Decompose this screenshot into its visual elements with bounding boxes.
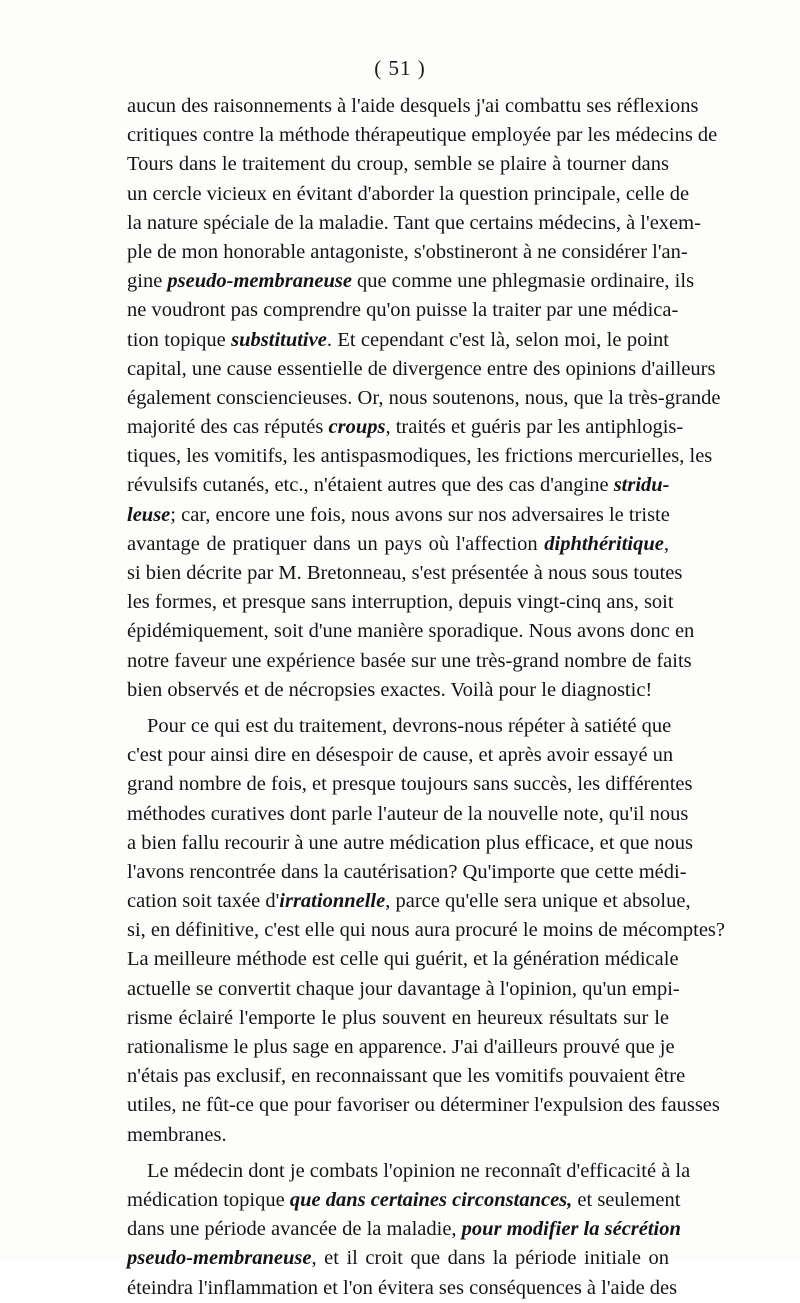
text-line [127, 209, 701, 238]
text-line [127, 413, 684, 442]
text-line [127, 800, 689, 829]
text-run: La meilleure méthode est celle qui guérit, et la génération médicale [127, 948, 679, 971]
page-number: ( 51 ) [374, 56, 426, 80]
text-line [127, 150, 669, 179]
text-line [127, 355, 716, 384]
text-line [127, 588, 674, 617]
text-line [127, 975, 680, 1004]
text-run: dans une période avancée de la maladie, [127, 1218, 462, 1241]
text-line [127, 121, 718, 150]
text-line [127, 384, 721, 413]
text-run: également consciencieuses. Or, nous soutenons, nous, que la très-grande [127, 386, 721, 409]
text-run: critiques contre la méthode thérapeutique employée par les médecins de [127, 124, 718, 147]
text-run: médication topique [127, 1188, 290, 1211]
text-run: actuelle se convertit chaque jour davantage à l'opinion, qu'un empi- [127, 977, 680, 1000]
text-run: épidémiquement, soit d'une manière sporadique. Nous avons donc en [127, 620, 695, 643]
text-run: rationalisme le plus sage en apparence. J'ai d'ailleurs prouvé que je [127, 1036, 675, 1058]
text-line [127, 676, 669, 705]
text-line [127, 180, 690, 209]
paragraph [127, 712, 726, 1150]
text-run: , parce qu'elle sera unique et absolue, [385, 890, 691, 913]
text-run: et seulement [572, 1188, 681, 1211]
text-run: ne voudront pas comprendre qu'on puisse la traiter par une médica- [127, 299, 679, 322]
text-run: , [663, 532, 669, 555]
emphasized-text: pseudo-membraneuse [167, 270, 352, 293]
emphasized-text: substitutive [231, 328, 327, 351]
paragraph-gap [127, 705, 669, 712]
text-run: , et il croit que dans la période initiale on [311, 1247, 669, 1270]
text-run: la nature spéciale de la maladie. Tant que certains médecins, à l'exem- [127, 211, 701, 234]
emphasized-text: croups [328, 416, 386, 439]
text-line [127, 741, 674, 770]
text-run: , traités et guéris par les antiphlogis- [385, 416, 684, 439]
text-line [127, 296, 679, 325]
emphasized-text: que dans certaines circonstances, [289, 1188, 573, 1211]
text-run: risme éclairé l'emporte le plus souvent en heureux résultats sur le [127, 1006, 669, 1029]
text-run: ple de mon honorable antagoniste, s'obstineront à ne considérer l'an- [127, 240, 688, 263]
text-run: c'est pour ainsi dire en désespoir de cause, et après avoir essayé un [127, 744, 674, 767]
text-line [127, 559, 683, 588]
emphasized-text: pseudo-membraneuse [127, 1247, 312, 1270]
text-run: aucun des raisonnements à l'aide desquels j'ai combattu ses réflexions [127, 95, 699, 117]
text-line [127, 238, 688, 267]
text-line [127, 471, 669, 500]
emphasized-text: pour modifier la sécrétion [461, 1218, 681, 1241]
paragraph-gap [127, 1150, 669, 1157]
text-line [127, 916, 726, 945]
text-line [127, 1062, 686, 1091]
text-line [127, 829, 693, 858]
text-run: Le médecin dont je combats l'opinion ne reconnaît d'efficacité à la [147, 1159, 691, 1182]
text-line [127, 1121, 669, 1150]
text-line [127, 1244, 669, 1273]
text-run: méthodes curatives dont parle l'auteur de la nouvelle note, qu'il nous [127, 802, 689, 825]
text-line [127, 1004, 669, 1033]
text-run: capital, une cause essentielle de divergence entre des opinions d'ailleurs [127, 357, 716, 380]
text-run: Pour ce qui est du traitement, devrons-nous répéter à satiété que [147, 714, 672, 737]
text-run: n'étais pas exclusif, en reconnaissant que les vomitifs pouvaient être [127, 1065, 686, 1088]
text-run: les formes, et presque sans interruption, depuis vingt-cinq ans, soit [127, 591, 674, 614]
text-run: bien observés et de nécropsies exactes. Voilà pour le diagnostic! [127, 678, 653, 701]
text-run: membranes. [127, 1123, 227, 1146]
paragraph [127, 92, 721, 705]
text-run: avantage de pratiquer dans un pays où l'affection [127, 532, 545, 555]
text-line [127, 326, 669, 355]
text-run: gine [127, 270, 168, 293]
text-run: a bien fallu recourir à une autre médication plus efficace, et que nous [127, 831, 693, 854]
text-line [127, 647, 692, 676]
text-run: tion topique [127, 328, 232, 351]
text-run: un cercle vicieux en évitant d'aborder la question principale, celle de [127, 182, 690, 205]
text-line [127, 1157, 691, 1186]
text-line [127, 712, 672, 741]
text-line [127, 501, 669, 530]
text-line [127, 92, 699, 121]
emphasized-text: diphthéritique [544, 532, 664, 555]
text-run: cation soit taxée d' [127, 890, 280, 913]
emphasized-text: stridu- [613, 474, 670, 497]
emphasized-text: leuse [127, 503, 171, 526]
text-run: notre faveur une expérience basée sur une très-grand nombre de faits [127, 649, 692, 672]
emphasized-text: irrationnelle [279, 890, 386, 913]
text-line [127, 530, 669, 559]
text-run: éteindra l'inflammation et l'on évitera ses conséquences à l'aide des [127, 1276, 678, 1299]
paragraph [127, 1157, 691, 1303]
text-line [127, 1186, 681, 1215]
text-line [127, 1033, 675, 1062]
text-run: grand nombre de fois, et presque toujours sans succès, les différentes [127, 773, 693, 796]
text-line [127, 442, 713, 471]
text-line [127, 1091, 720, 1120]
text-run: . Et cependant c'est là, selon moi, le point [326, 328, 669, 351]
text-line [127, 1215, 681, 1244]
text-run: majorité des cas réputés [127, 416, 329, 439]
text-line [127, 945, 679, 974]
text-run: si bien décrite par M. Bretonneau, s'est présentée à nous sous toutes [127, 562, 683, 584]
text-run: Tours dans le traitement du croup, semble se plaire à tourner dans [127, 153, 669, 176]
text-run: tiques, les vomitifs, les antispasmodiques, les frictions mercurielles, les [127, 445, 713, 468]
text-line [127, 1274, 678, 1303]
text-run: si, en définitive, c'est elle qui nous aura procuré le moins de mécomptes? [127, 919, 726, 942]
text-line [127, 858, 687, 887]
text-run: révulsifs cutanés, etc., n'étaient autres que des cas d'angine [127, 474, 614, 497]
text-run: utiles, ne fût-ce que pour favoriser ou déterminer l'expulsion des fausses [127, 1094, 720, 1117]
text-run: que comme une phlegmasie ordinaire, ils [351, 270, 695, 293]
text-run: ; car, encore une fois, nous avons sur nos adversaires le triste [170, 503, 670, 526]
text-line [127, 770, 693, 799]
body-text [127, 92, 726, 1303]
text-line [127, 267, 695, 296]
text-line [127, 887, 691, 916]
text-run: l'avons rencontrée dans la cautérisation? Qu'importe que cette médi- [127, 860, 687, 883]
text-line [127, 617, 695, 646]
